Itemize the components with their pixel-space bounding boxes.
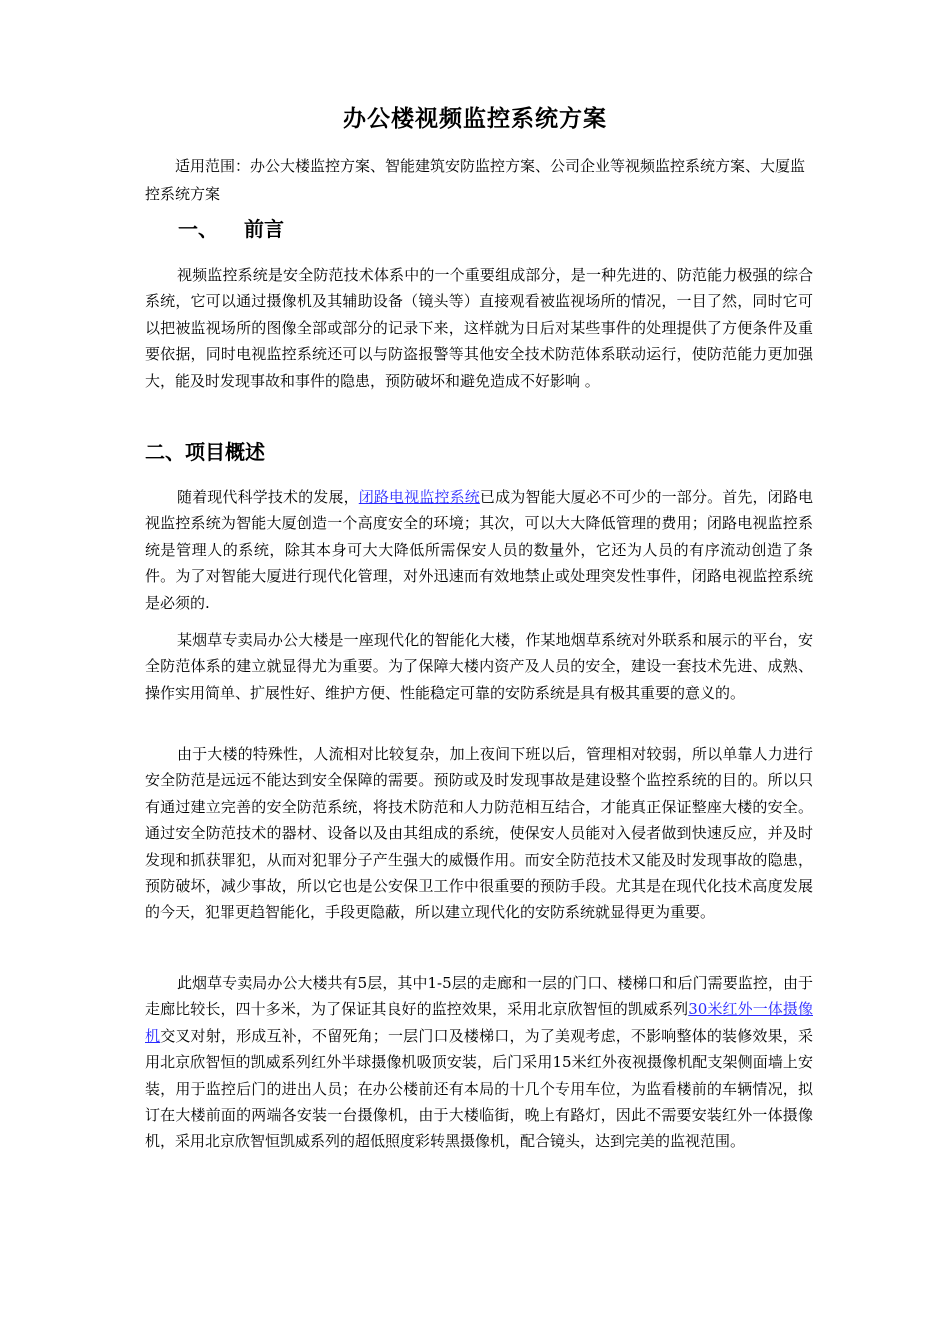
cctv-system-link[interactable]: 闭路电视监控系统 bbox=[358, 488, 480, 506]
paragraph-text: 随着现代科学技术的发展， bbox=[177, 488, 359, 506]
document-title: 办公楼视频监控系统方案 bbox=[343, 106, 607, 132]
section-heading-preface bbox=[178, 213, 284, 242]
paragraph-text: 此烟草专卖局办公大楼共有5层，其中1-5层的走廊和一层的门口、楼梯口和后门需要监控，由于走廊比较长，四十多米，为了保证其良好的监控效果，采用北京欣智恒的凯威系列 bbox=[145, 974, 813, 1019]
section-number: 一、 bbox=[178, 217, 218, 241]
paragraph-text: 已成为智能大厦必不可少的一部分。首先，闭路电视监控系统为智能大厦创造一个高度安全的环境；其次，可以大大降低管理的费用；闭路电视监控系统是管理人的系统，除其本身可大大降低所需保安人员的数量外，它还为人员的有序流动创造了条件。为了对智能大厦进行现代化管理，对外迅速而有效地禁止或处理突发性事件，闭路电视监控系统是必须的. bbox=[145, 488, 813, 612]
overview-paragraph-2: 某烟草专卖局办公大楼是一座现代化的智能化大楼，作某地烟草系统对外联系和展示的平台，安全防范体系的建立就显得尤为重要。为了保障大楼内资产及人员的安全，建设一套技术先进、成熟、操作实用简单、扩展性好、维护方便、性能稳定可靠的安防系统是具有极其重要的意义的。 bbox=[145, 631, 813, 702]
scope-paragraph: 适用范围：办公大楼监控方案、智能建筑安防监控方案、公司企业等视频监控系统方案、大厦监控系统方案 bbox=[145, 157, 806, 203]
overview-paragraph-3: 由于大楼的特殊性，人流相对比较复杂，加上夜间下班以后，管理相对较弱，所以单靠人力进行安全防范是远远不能达到安全保障的需要。预防或及时发现事故是建设整个监控系统的目的。所以只有通过建立完善的安全防范系统，将技术防范和人力防范相互结合，才能真正保证整座大楼的安全。通过安全防范技术的器材、设备以及由其组成的系统，使保安人员能对入侵者做到快速反应，并及时发现和抓获罪犯，从而对犯罪分子产生强大的威慑作用。而安全防范技术又能及时发现事故的隐患，预防破坏，减少事故，所以它也是公安保卫工作中很重要的预防手段。尤其是在现代化技术高度发展的今天，犯罪更趋智能化，手段更隐蔽，所以建立现代化的安防系统就显得更为重要。 bbox=[145, 745, 813, 922]
overview-paragraph-4 bbox=[145, 970, 813, 1155]
section-heading-overview: 二、项目概述 bbox=[145, 440, 265, 464]
overview-paragraph-1 bbox=[145, 484, 813, 616]
infrared-camera-link[interactable]: 30米红外一体摄像机 bbox=[145, 1000, 813, 1045]
paragraph-text: 交叉对射，形成互补，不留死角；一层门口及楼梯口，为了美观考虑，不影响整体的装修效果，采用北京欣智恒的凯威系列红外半球摄像机吸顶安装，后门采用15米红外夜视摄像机配支架侧面墙上安装，用于监控后门的进出人员；在办公楼前还有本局的十几个专用车位，为监看楼前的车辆情况，拟订在大楼前面的两端各安装一台摄像机，由于大楼临街，晚上有路灯，因此不需要安装红外一体摄像机，采用北京欣智恒凯威系列的超低照度彩转黑摄像机，配合镜头，达到完美的监视范围。 bbox=[145, 1026, 813, 1151]
preface-paragraph: 视频监控系统是安全防范技术体系中的一个重要组成部分，是一种先进的、防范能力极强的综合系统，它可以通过摄像机及其辅助设备（镜头等）直接观看被监视场所的情况，一目了然，同时它可以把被监视场所的图像全部或部分的记录下来，这样就为日后对某些事件的处理提供了方便条件及重要依据，同时电视监控系统还可以与防盗报警等其他安全技术防范体系联动运行，使防范能力更加强大，能及时发现事故和事件的隐患，预防破坏和避免造成不好影响 。 bbox=[145, 266, 813, 390]
section-title: 前言 bbox=[244, 217, 284, 241]
